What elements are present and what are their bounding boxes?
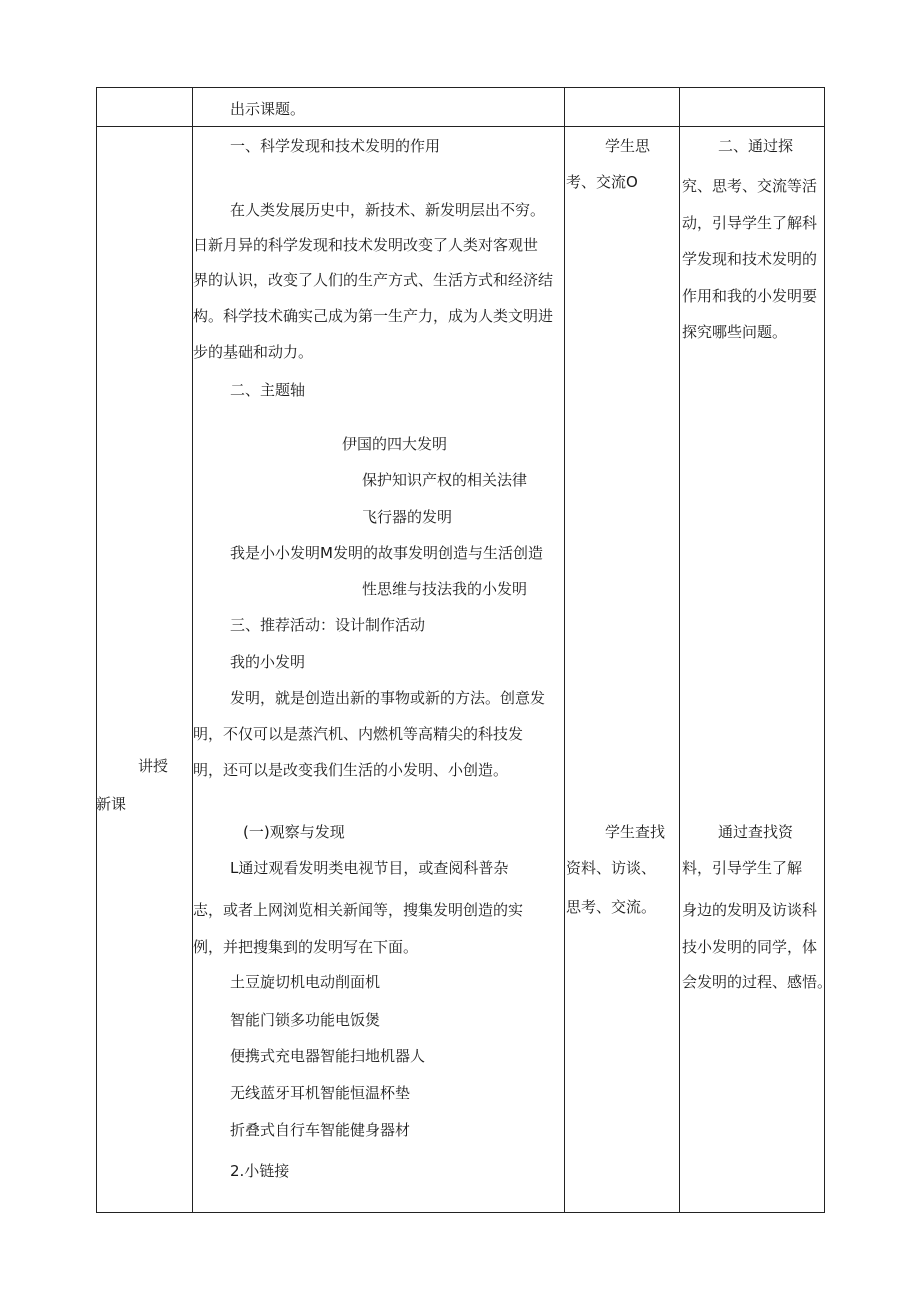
design-intent-1-line: 动，引导学生了解科 bbox=[682, 214, 818, 232]
section-heading-3: 三、推荐活动：设计制作活动 bbox=[230, 616, 426, 634]
design-intent-2-line: 身边的发明及访谈科 bbox=[682, 901, 818, 919]
student-activity-1-line: 考、交流O bbox=[566, 173, 638, 191]
observe-discover-heading: (一)观察与发现 bbox=[243, 823, 345, 841]
column-divider bbox=[679, 88, 680, 1212]
column-divider bbox=[564, 88, 565, 1212]
design-intent-2-line: 料，引导学生了解 bbox=[682, 859, 803, 877]
design-intent-2-line: 技小发明的同学，体 bbox=[682, 938, 818, 956]
student-activity-2-line: 学生查找 bbox=[605, 823, 666, 841]
step-1-line: 志，或者上网浏览相关新闻等，搜集发明创造的实 bbox=[193, 901, 524, 919]
paragraph-1-line: 在人类发展历史中，新技术、新发明层出不穷。 bbox=[230, 201, 546, 219]
student-activity-1-line: 学生思 bbox=[605, 137, 651, 155]
row-divider bbox=[97, 126, 824, 127]
design-intent-1-line: 究、思考、交流等活 bbox=[682, 177, 818, 195]
theme-line: 飞行器的发明 bbox=[362, 508, 453, 526]
section-heading-1: 一、科学发现和技术发明的作用 bbox=[230, 137, 441, 155]
theme-line: 性思维与技法我的小发明 bbox=[362, 580, 528, 598]
design-intent-1-line: 二、通过探 bbox=[718, 137, 794, 155]
paragraph-3-line: 发明，就是创造出新的事物或新的方法。创意发 bbox=[230, 689, 546, 707]
design-intent-1-line: 探究哪些问题。 bbox=[682, 323, 788, 341]
theme-line: 保护知识产权的相关法律 bbox=[362, 471, 528, 489]
paragraph-1-line: 日新月异的科学发现和技术发明改变了人类对客观世 bbox=[193, 236, 539, 254]
step-1-line: L通过观看发明类电视节目，或查阅科普杂 bbox=[230, 859, 509, 877]
small-link-heading: 2.小链接 bbox=[230, 1162, 290, 1180]
paragraph-3-line: 明，还可以是改变我们生活的小发明、小创造。 bbox=[193, 761, 509, 779]
step-1-line: 例，并把搜集到的发明写在下面。 bbox=[193, 938, 419, 956]
section-heading-2: 二、主题轴 bbox=[230, 381, 306, 399]
invention-example: 折叠式自行车智能健身器材 bbox=[230, 1121, 411, 1139]
design-intent-1-line: 学发现和技术发明的 bbox=[682, 250, 818, 268]
student-activity-2-line: 思考、交流。 bbox=[566, 898, 657, 916]
student-activity-2-line: 资料、访谈、 bbox=[566, 859, 657, 877]
paragraph-3-line: 明，不仅可以是蒸汽机、内燃机等高精尖的科技发 bbox=[193, 725, 524, 743]
paragraph-1-line: 构。科学技术确实己成为第一生产力，成为人类文明进 bbox=[193, 307, 554, 325]
subheading-my-invention: 我的小发明 bbox=[230, 653, 306, 671]
column-divider bbox=[192, 88, 193, 1212]
invention-example: 智能门锁多功能电饭煲 bbox=[230, 1011, 381, 1029]
theme-line: 伊国的四大发明 bbox=[342, 435, 448, 453]
paragraph-1-line: 步的基础和动力。 bbox=[193, 343, 314, 361]
stage-label-line1: 讲授 bbox=[138, 757, 169, 775]
invention-example: 无线蓝牙耳机智能恒温杯垫 bbox=[230, 1084, 411, 1102]
paragraph-1-line: 界的认识，改变了人们的生产方式、生活方式和经济结 bbox=[193, 271, 554, 289]
theme-line: 我是小小发明M发明的故事发明创造与生活创造 bbox=[230, 544, 543, 562]
design-intent-1-line: 作用和我的小发明要 bbox=[682, 287, 818, 305]
design-intent-2-line: 通过查找资 bbox=[718, 823, 794, 841]
design-intent-2-line: 会发明的过程、感悟。 bbox=[682, 973, 833, 991]
show-topic-text: 出示课题。 bbox=[230, 100, 306, 118]
invention-example: 便携式充电器智能扫地机器人 bbox=[230, 1047, 426, 1065]
stage-label-line2: 新课 bbox=[96, 795, 127, 813]
invention-example: 土豆旋切机电动削面机 bbox=[230, 973, 381, 991]
